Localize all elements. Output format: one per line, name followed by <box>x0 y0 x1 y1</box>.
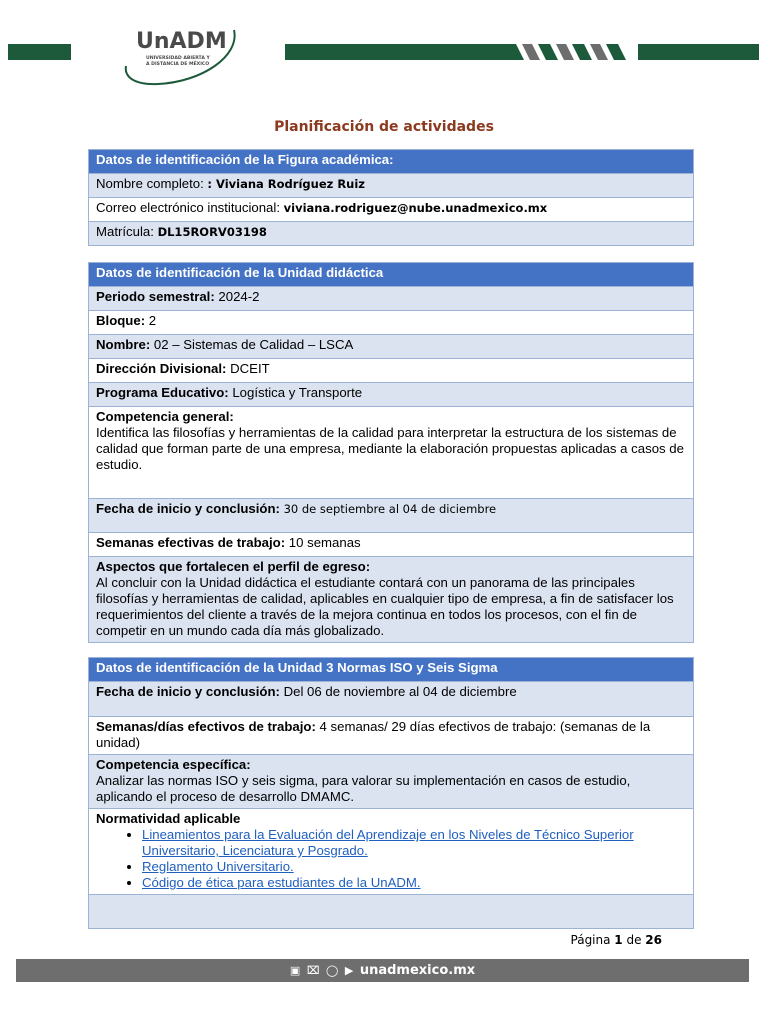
aspectos-row <box>89 557 694 643</box>
competencia-general-label: Competencia general: <box>96 409 234 424</box>
reglamento-link[interactable]: Reglamento Universitario. <box>142 859 294 874</box>
normatividad-label: Normatividad aplicable <box>96 811 241 826</box>
page-total: 26 <box>645 933 662 947</box>
nombre-label: Nombre completo: <box>96 176 208 191</box>
direccion-value: DCEIT <box>226 361 270 376</box>
competencia-general-text: Identifica las filosofías y herramientas de la calidad para interpretar la estructura de los sistemas de calidad que forman parte de una empresa, mediante la elaboración propuestas aplicadas a casos de estudio. <box>96 425 684 472</box>
direccion-row <box>89 359 694 383</box>
unidad3-fecha-label: Fecha de inicio y conclusión: <box>96 684 280 699</box>
competencia-especifica-label: Competencia específica: <box>96 757 251 772</box>
unidad-heading: Datos de identificación de la Unidad didáctica <box>89 263 694 287</box>
footer-bar <box>16 959 749 982</box>
page-of: de <box>622 933 646 947</box>
aspectos-text: Al concluir con la Unidad didáctica el estudiante contará con un panorama de las principales filosofías y herramientas de calidad, aplicables en cualquier tipo de empresa, a fin de satisfacer los requerimientos del cliente a través de la mejora continua en todos los procesos, con el fin de competir en un mundo cada día más globalizado. <box>96 575 674 638</box>
instagram-icon[interactable]: ◯ <box>326 964 339 977</box>
unidad3-heading: Datos de identificación de la Unidad 3 Normas ISO y Seis Sigma <box>89 658 694 682</box>
unadm-logo <box>122 22 240 88</box>
unidad3-semanas-row <box>89 717 694 755</box>
page-label: Página <box>570 933 615 947</box>
fecha-value: 30 de septiembre al 04 de diciembre <box>283 502 497 516</box>
list-item <box>142 859 686 875</box>
figura-academica-table <box>88 149 694 246</box>
bloque-row <box>89 311 694 335</box>
fecha-row <box>89 499 694 533</box>
periodo-label: Periodo semestral: <box>96 289 215 304</box>
matricula-value: DL15RORV03198 <box>157 225 267 239</box>
direccion-label: Dirección Divisional: <box>96 361 227 376</box>
unidad3-fecha-row <box>89 682 694 717</box>
unidad3-semanas-value: 4 semanas/ 29 días efectivos de trabajo: (semanas de la unidad) <box>96 719 651 750</box>
bloque-value: 2 <box>145 313 157 328</box>
normatividad-list <box>96 827 686 891</box>
competencia-general-row <box>89 407 694 499</box>
aspectos-label: Aspectos que fortalecen el perfil de egreso: <box>96 559 371 574</box>
header-stripes <box>508 44 638 60</box>
bloque-label: Bloque: <box>96 313 146 328</box>
codigo-etica-link[interactable]: Código de ética para estudiantes de la UnADM. <box>142 875 421 890</box>
header-bar-left <box>8 44 71 60</box>
correo-row <box>89 198 694 222</box>
page-current: 1 <box>614 933 623 947</box>
nombre-unidad-value: 02 – Sistemas de Calidad – LSCA <box>150 337 354 352</box>
programa-value: Logística y Transporte <box>228 385 363 400</box>
semanas-row <box>89 533 694 557</box>
periodo-row <box>89 287 694 311</box>
list-item <box>142 875 686 891</box>
nombre-row <box>89 174 694 198</box>
website-link[interactable]: unadmexico.mx <box>359 963 476 978</box>
lineamientos-link[interactable]: Lineamientos para la Evaluación del Aprendizaje en los Niveles de Técnico Superior Universitario, Licenciatura y Posgrado. <box>142 827 634 858</box>
empty-row <box>89 895 694 929</box>
unidad3-semanas-label: Semanas/días efectivos de trabajo: <box>96 719 316 734</box>
matricula-row <box>89 222 694 246</box>
unidad3-table <box>88 657 694 929</box>
logo-wordmark: UnADM <box>136 29 227 54</box>
programa-label: Programa Educativo: <box>96 385 229 400</box>
nombre-unidad-row <box>89 335 694 359</box>
fecha-label: Fecha de inicio y conclusión: <box>96 501 284 516</box>
x-icon[interactable]: ⌧ <box>306 964 320 977</box>
semanas-label: Semanas efectivas de trabajo: <box>96 535 286 550</box>
competencia-especifica-row <box>89 755 694 809</box>
matricula-label: Matrícula: <box>96 224 158 239</box>
unidad-didactica-table <box>88 262 694 643</box>
periodo-value: 2024-2 <box>214 289 260 304</box>
logo-subtitle-2: A DISTANCIA DE MÉXICO <box>146 62 210 67</box>
semanas-value: 10 semanas <box>285 535 361 550</box>
correo-value: viviana.rodriguez@nube.unadmexico.mx <box>283 201 548 215</box>
youtube-icon[interactable]: ▶ <box>344 964 354 977</box>
page-number <box>571 933 662 947</box>
correo-label: Correo electrónico institucional: <box>96 200 284 215</box>
competencia-especifica-text: Analizar las normas ISO y seis sigma, para valorar su implementación en casos de estudio, aplicando el proceso de desarrollo DMAMC. <box>96 773 631 804</box>
normatividad-row <box>89 809 694 895</box>
programa-row <box>89 383 694 407</box>
figura-heading: Datos de identificación de la Figura académica: <box>89 150 694 174</box>
nombre-value: : Viviana Rodríguez Ruiz <box>207 177 365 191</box>
unidad3-fecha-value: Del 06 de noviembre al 04 de diciembre <box>279 684 517 699</box>
facebook-icon[interactable]: ▣ <box>289 964 301 977</box>
logo-subtitle-1: UNIVERSIDAD ABIERTA Y <box>146 56 210 61</box>
document-title: Planificación de actividades <box>274 119 494 135</box>
nombre-unidad-label: Nombre: <box>96 337 151 352</box>
list-item <box>142 827 686 859</box>
